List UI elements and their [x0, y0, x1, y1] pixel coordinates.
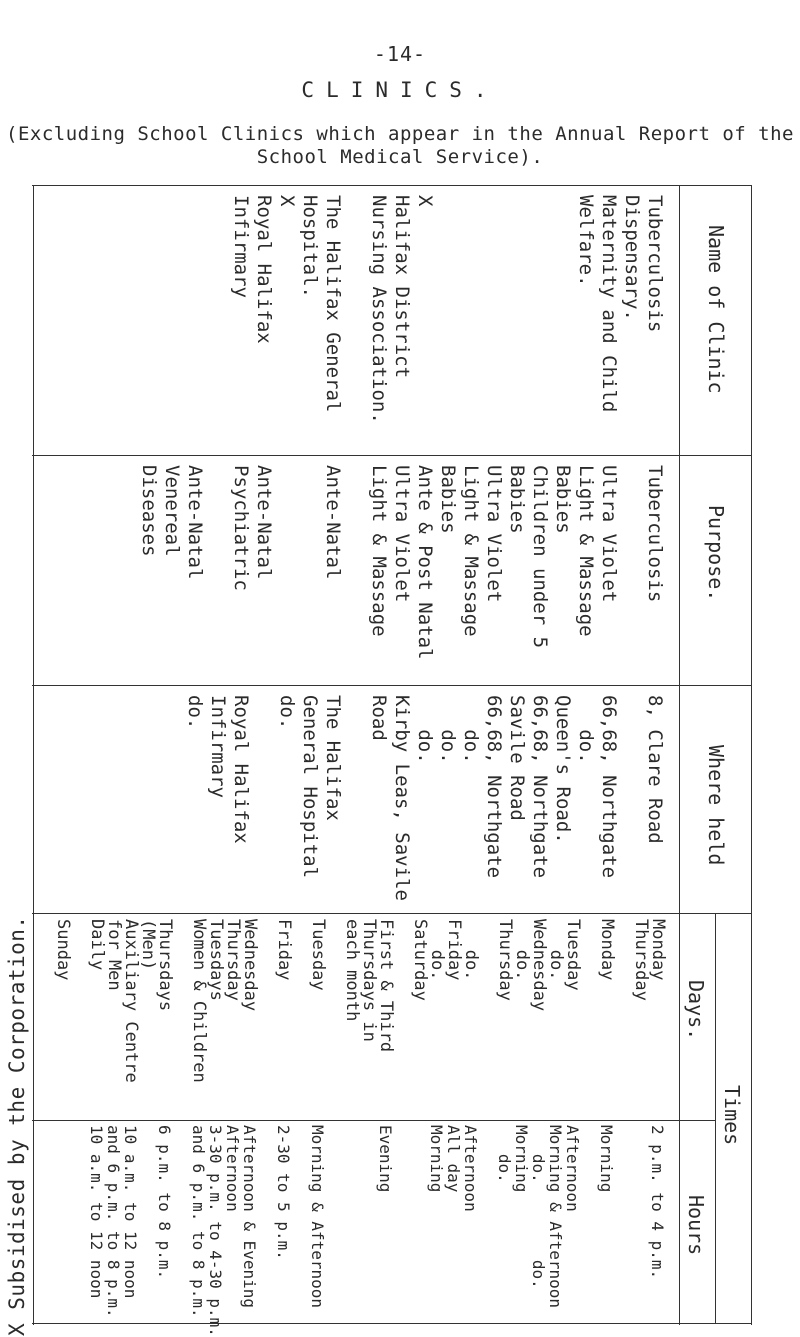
purpose-line: Ultra Violet — [483, 465, 505, 603]
hours-line: and 6 p.m. to 8 p.m. — [104, 1125, 123, 1318]
purpose-line: Ultra Violet — [391, 465, 413, 603]
where-held-line: Royal Halifax — [230, 695, 252, 844]
days-line: Thursday — [631, 919, 651, 1001]
name-column — [229, 195, 666, 424]
hours-line — [581, 1125, 598, 1337]
purpose-line: Ante & Post Natal — [414, 465, 436, 660]
clinic-name-line — [482, 195, 505, 424]
clinic-name-line: Royal Halifax — [253, 195, 275, 344]
hours-line — [326, 1125, 343, 1337]
days-line: Auxiliary Centre — [121, 919, 141, 1083]
purpose-line: Light & Massage — [575, 465, 597, 637]
days-line: Wednesday — [529, 919, 549, 1012]
table-border-bottom — [33, 185, 34, 1325]
hours-line: do. do. — [529, 1125, 548, 1289]
header-days: Days. — [684, 980, 708, 1041]
hours-line — [615, 1125, 632, 1337]
where-held-column — [137, 695, 666, 901]
days-line — [479, 919, 496, 1083]
clinics-table — [32, 185, 752, 1337]
hours-line: 3-30 p.m. to 4-30 p.m. — [206, 1125, 225, 1337]
header-where-held: Where held — [704, 745, 728, 866]
subtitle-line-1: (Excluding School Clinics which appear in the Annual Report of the — [6, 123, 794, 145]
where-held-line: 66,68, Northgate — [529, 695, 551, 879]
days-line — [615, 919, 632, 1083]
hours-line — [411, 1125, 428, 1337]
clinic-name-line: X — [276, 195, 298, 207]
divider-days-hours — [32, 1120, 716, 1121]
clinic-name-line: Welfare. — [575, 195, 597, 287]
hours-line: Afternoon & Evening — [240, 1125, 259, 1309]
where-held-line: do. — [414, 695, 436, 764]
subtitle-line-2: School Medical Service). — [256, 146, 544, 168]
where-held-line: do. — [184, 695, 206, 730]
days-line: Daily — [87, 919, 107, 971]
where-held-line: do. — [276, 695, 298, 730]
purpose-line: Ante-Natal — [184, 465, 206, 580]
days-line — [173, 919, 190, 1083]
hours-line: Morning — [427, 1125, 446, 1193]
hours-line: Afternoon — [563, 1125, 582, 1212]
hours-line — [360, 1125, 377, 1337]
hours-line: 10 a.m. to 12 noon — [87, 1125, 106, 1299]
hours-line: 2-30 to 5 p.m. — [274, 1125, 293, 1260]
where-held-line: Kirby Leas, Savile — [391, 695, 413, 901]
purpose-line: Children under 5 — [529, 465, 551, 649]
header-times: Times — [720, 1085, 744, 1146]
purpose-line: Ante-Natal — [253, 465, 275, 580]
days-line: (Men) — [138, 919, 158, 971]
hours-line: 6 p.m. to 8 p.m. — [155, 1125, 174, 1280]
days-line: Thursdays — [155, 919, 175, 1012]
days-line: do. — [427, 919, 447, 981]
clinic-name-line — [344, 195, 367, 424]
purpose-line: Psychiatric — [230, 465, 252, 591]
divider-name-purpose — [32, 455, 752, 456]
hours-line: Afternoon — [461, 1125, 480, 1212]
divider-purpose-where — [32, 685, 752, 686]
purpose-line: Light & Massage — [368, 465, 390, 637]
days-line — [394, 919, 411, 1083]
clinic-name-line: Hospital. — [299, 195, 321, 298]
hours-line: 2 p.m. to 4 p.m. — [648, 1125, 667, 1280]
clinic-name-line — [505, 195, 528, 424]
days-line — [292, 919, 309, 1083]
purpose-line: Light & Massage — [460, 465, 482, 637]
where-held-line: 8, Clare Road — [644, 695, 666, 844]
days-line — [258, 919, 275, 1083]
days-line: Women & Children — [189, 919, 209, 1083]
purpose-line: Babies — [552, 465, 574, 534]
clinic-name-line: Infirmary — [230, 195, 252, 298]
days-line: do. — [512, 919, 532, 981]
purpose-line: Ante-Natal — [322, 465, 344, 580]
hours-line — [343, 1125, 360, 1337]
clinic-name-line: X — [414, 195, 436, 207]
days-line: Friday — [274, 919, 294, 981]
days-line: for Men — [104, 919, 124, 991]
purpose-line — [620, 465, 643, 659]
hours-line — [394, 1125, 411, 1337]
hours-line: 10 a.m. to 12 noon — [121, 1125, 140, 1299]
where-held-line: 66,68, Northgate — [483, 695, 505, 879]
clinic-name-line — [459, 195, 482, 424]
hours-line: Morning & Afternoon — [546, 1125, 565, 1309]
days-line — [581, 919, 598, 1083]
days-line: do. — [546, 919, 566, 981]
clinic-name-line: Halifax District — [391, 195, 413, 379]
where-held-line: Infirmary — [207, 695, 229, 798]
days-line: Saturday — [410, 919, 430, 1001]
divider-where-times — [32, 913, 752, 914]
footnote: X Subsidised by the Corporation. — [5, 915, 29, 1336]
clinic-name-line: Dispensary. — [621, 195, 643, 321]
days-line — [71, 919, 88, 1083]
hours-line: and 6 p.m. to 8 p.m. — [189, 1125, 208, 1318]
days-line: First & Third — [376, 919, 396, 1053]
purpose-line — [275, 465, 298, 659]
where-held-line: do. — [437, 695, 459, 764]
where-held-line: The Halifax — [322, 695, 344, 821]
where-held-line: Savile Road — [506, 695, 528, 821]
hours-line: Morning & Afternoon — [308, 1125, 327, 1309]
clinic-name-line — [551, 195, 574, 424]
hours-line: Morning — [512, 1125, 531, 1193]
hours-line — [258, 1125, 275, 1337]
purpose-line: Diseases — [138, 465, 160, 557]
where-held-line: do. — [460, 695, 482, 764]
days-line: Thursdays in — [359, 919, 379, 1042]
hours-line — [54, 1125, 71, 1337]
days-line: do. — [461, 919, 481, 981]
where-held-line: Queen's Road. — [552, 695, 574, 844]
header-rule — [679, 185, 680, 1325]
hours-line — [632, 1125, 649, 1337]
hours-line — [139, 1125, 156, 1337]
times-subheader-rule — [715, 913, 716, 1323]
clinic-name-line — [436, 195, 459, 424]
clinic-name-line: The Halifax General — [322, 195, 344, 413]
purpose-line: Babies — [437, 465, 459, 534]
hours-line: Afternoon — [223, 1125, 242, 1212]
hours-line — [71, 1125, 88, 1337]
purpose-line — [206, 465, 229, 659]
where-held-line: General Hospital — [299, 695, 321, 879]
days-line: Tuesday — [563, 919, 583, 991]
purpose-line: Venereal — [161, 465, 183, 557]
where-held-line — [137, 695, 160, 901]
days-line: Monday — [648, 919, 668, 981]
purpose-line: Babies — [506, 465, 528, 534]
header-hours: Hours — [684, 1195, 708, 1256]
hours-line — [479, 1125, 496, 1337]
purpose-line: Ultra Violet — [598, 465, 620, 603]
days-line: Sunday — [53, 919, 73, 981]
days-line: each month — [342, 919, 362, 1022]
clinic-name-line: Maternity and Child — [598, 195, 620, 413]
page-number: -14- — [373, 42, 427, 66]
hours-line: do. — [495, 1125, 514, 1183]
days-line: Tuesdays — [206, 919, 226, 1001]
hours-line: Morning — [597, 1125, 616, 1193]
page-title: CLINICS. — [301, 78, 499, 102]
days-line — [326, 919, 343, 1083]
hours-column — [54, 1125, 666, 1337]
header-purpose: Purpose. — [704, 505, 728, 602]
where-held-line — [344, 695, 367, 901]
hours-line — [173, 1125, 190, 1337]
header-name-of-clinic: Name of Clinic — [704, 225, 728, 394]
days-line: Wednesday — [240, 919, 260, 1012]
purpose-line: Tuberculosis — [644, 465, 666, 603]
days-line: Thursday — [223, 919, 243, 1001]
days-line: Friday — [444, 919, 464, 981]
purpose-line — [298, 465, 321, 659]
where-held-line — [620, 695, 643, 901]
days-line: Thursday — [495, 919, 515, 1001]
clinic-name-line — [528, 195, 551, 424]
hours-line: All day — [444, 1125, 463, 1193]
where-held-line — [160, 695, 183, 901]
days-line: Tuesday — [308, 919, 328, 991]
where-held-line: 66,68, Northgate — [598, 695, 620, 879]
where-held-line: Road — [368, 695, 390, 741]
hours-line — [292, 1125, 309, 1337]
table-border-top — [751, 185, 752, 1325]
days-line: Monday — [597, 919, 617, 981]
purpose-line — [344, 465, 367, 659]
days-column — [54, 919, 666, 1083]
clinic-name-line: Tuberculosis — [644, 195, 666, 333]
hours-line: Evening — [376, 1125, 395, 1193]
where-held-line — [252, 695, 275, 901]
table-border-left — [32, 185, 752, 186]
purpose-column — [137, 465, 666, 659]
clinic-name-line: Nursing Association. — [368, 195, 390, 424]
where-held-line: do. — [575, 695, 597, 764]
